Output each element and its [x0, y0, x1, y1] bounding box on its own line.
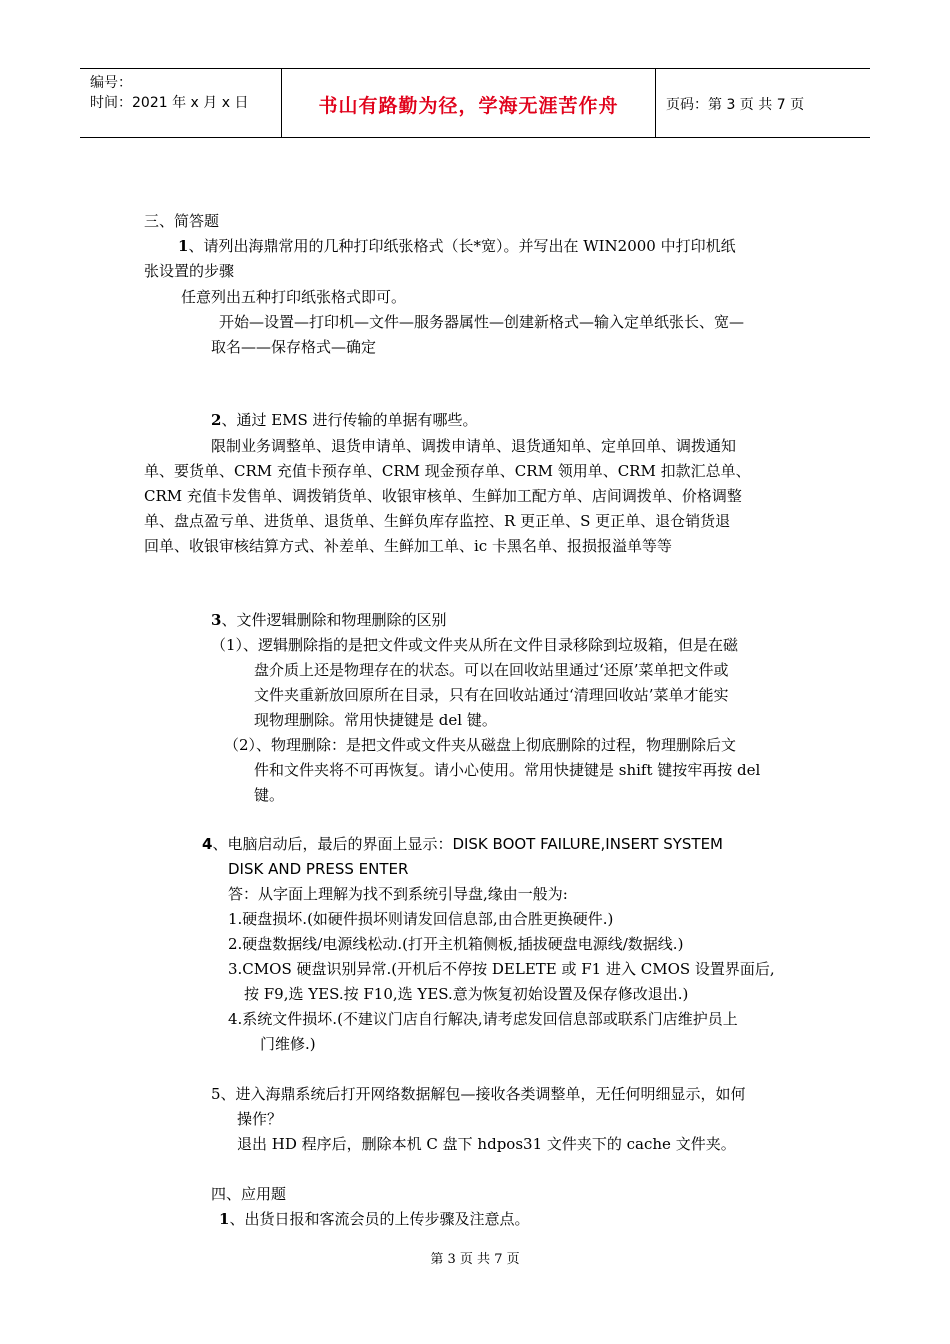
q3-p1-line: 盘介质上还是物理存在的状态。可以在回收站里通过‘还原’菜单把文件或: [254, 661, 729, 679]
q2-text: 、通过 EMS 进行传输的单据有哪些。: [221, 411, 478, 429]
header-info-cell: [80, 69, 282, 137]
number-label: 编号：: [90, 75, 132, 91]
q4-item: 门维修.): [260, 1035, 316, 1053]
q1-text: 、请列出海鼎常用的几种打印纸张格式（长*宽）。并写出在 WIN2000 中打印机纸: [188, 237, 736, 255]
q4-text: 、电脑启动后，最后的界面上显示：DISK BOOT FAILURE,INSERT SYSTEM: [212, 835, 723, 853]
q3-number: 3: [211, 611, 222, 629]
q1-answer-2: 开始—设置—打印机—文件—服务器属性—创建新格式—输入定单纸张长、宽—: [219, 313, 745, 331]
q1-line2: 张设置的步骤: [144, 262, 235, 280]
q4-line2: DISK AND PRESS ENTER: [228, 860, 409, 878]
q5-answer: 退出 HD 程序后，删除本机 C 盘下 hdpos31 文件夹下的 cache 文件夹。: [237, 1135, 736, 1153]
q4-answer: 答：从字面上理解为找不到系统引导盘,缘由一般为:: [228, 885, 568, 903]
q2-line: 单、要货单、CRM 充值卡预存单、CRM 现金预存单、CRM 领用单、CRM 扣款汇总单、: [144, 462, 751, 480]
page-number-label: 页码：第 3 页 共 7 页: [666, 97, 805, 113]
q4-item: 4.系统文件损坏.(不建议门店自行解决,请考虑发回信息部或联系门店维护员上: [228, 1010, 738, 1028]
q1-answer-3: 取名——保存格式—确定: [211, 338, 377, 356]
q3-p1-line: （1）、逻辑删除指的是把文件或文件夹从所在文件目录移除到垃圾箱，但是在磁: [211, 636, 739, 654]
q2-number: 2: [211, 411, 222, 429]
q1-answer-1: 任意列出五种打印纸张格式即可。: [181, 288, 407, 306]
q4-line1: [202, 834, 723, 854]
q4-item: 2.硬盘数据线/电源线松动.(打开主机箱侧板,插拔硬盘电源线/数据线.): [228, 935, 684, 953]
q2-title: [211, 410, 478, 430]
q5-line2: 操作？: [237, 1110, 283, 1128]
page-footer: 第 3 页 共 7 页: [430, 1252, 520, 1267]
q5-line1: 5、进入海鼎系统后打开网络数据解包—接收各类调整单，无任何明细显示，如何: [211, 1085, 746, 1103]
section-title-3: 三、简答题: [144, 212, 220, 230]
q3-p2-line: 键。: [254, 786, 285, 804]
q2-line: 限制业务调整单、退货申请单、调拨申请单、退货通知单、定单回单、调拨通知: [211, 437, 737, 455]
s4-q1-number: 1: [219, 1210, 230, 1228]
q2-line: CRM 充值卡发售单、调拨销货单、收银审核单、生鲜加工配方单、店间调拨单、价格调整: [144, 487, 742, 505]
q1-number: 1: [178, 237, 189, 255]
q3-text: 、文件逻辑删除和物理删除的区别: [221, 611, 447, 629]
q1-line1: [178, 236, 736, 256]
page-header: [80, 68, 870, 138]
q4-item: 按 F9,选 YES.按 F10,选 YES.意为恢复初始设置及保存修改退出.): [244, 985, 689, 1003]
q3-p1-line: 现物理删除。常用快捷键是 del 键。: [254, 711, 497, 729]
q3-p1-line: 文件夹重新放回原所在目录，只有在回收站通过‘清理回收站’菜单才能实: [254, 686, 729, 704]
header-page-cell: [656, 69, 870, 137]
q4-item: 1.硬盘损坏.(如硬件损坏则请发回信息部,由合胜更换硬件.): [228, 910, 614, 928]
date-label: 时间：2021 年 x 月 x 日: [90, 95, 249, 111]
q3-title: [211, 610, 446, 630]
q4-item: 3.CMOS 硬盘识别异常.(开机后不停按 DELETE 或 F1 进入 CMOS 设置界面后,: [228, 960, 775, 978]
q4-number: 4: [202, 835, 213, 853]
s4-q1: [219, 1209, 529, 1229]
q2-line: 回单、收银审核结算方式、补差单、生鲜加工单、ic 卡黑名单、报损报溢单等等: [144, 537, 672, 555]
section-title-4: 四、应用题: [211, 1185, 287, 1203]
s4-q1-text: 、出货日报和客流会员的上传步骤及注意点。: [229, 1210, 530, 1228]
q3-p2-line: （2）、物理删除：是把文件或文件夹从磁盘上彻底删除的过程，物理删除后文: [224, 736, 737, 754]
header-motto: 书山有路勤为径，学海无涯苦作舟: [318, 95, 619, 117]
header-motto-cell: [282, 69, 656, 137]
q3-p2-line: 件和文件夹将不可再恢复。请小心使用。常用快捷键是 shift 键按牢再按 del: [254, 761, 761, 779]
q2-line: 单、盘点盈亏单、进货单、退货单、生鲜负库存监控、R 更正单、S 更正单、退仓销货退: [144, 512, 731, 530]
